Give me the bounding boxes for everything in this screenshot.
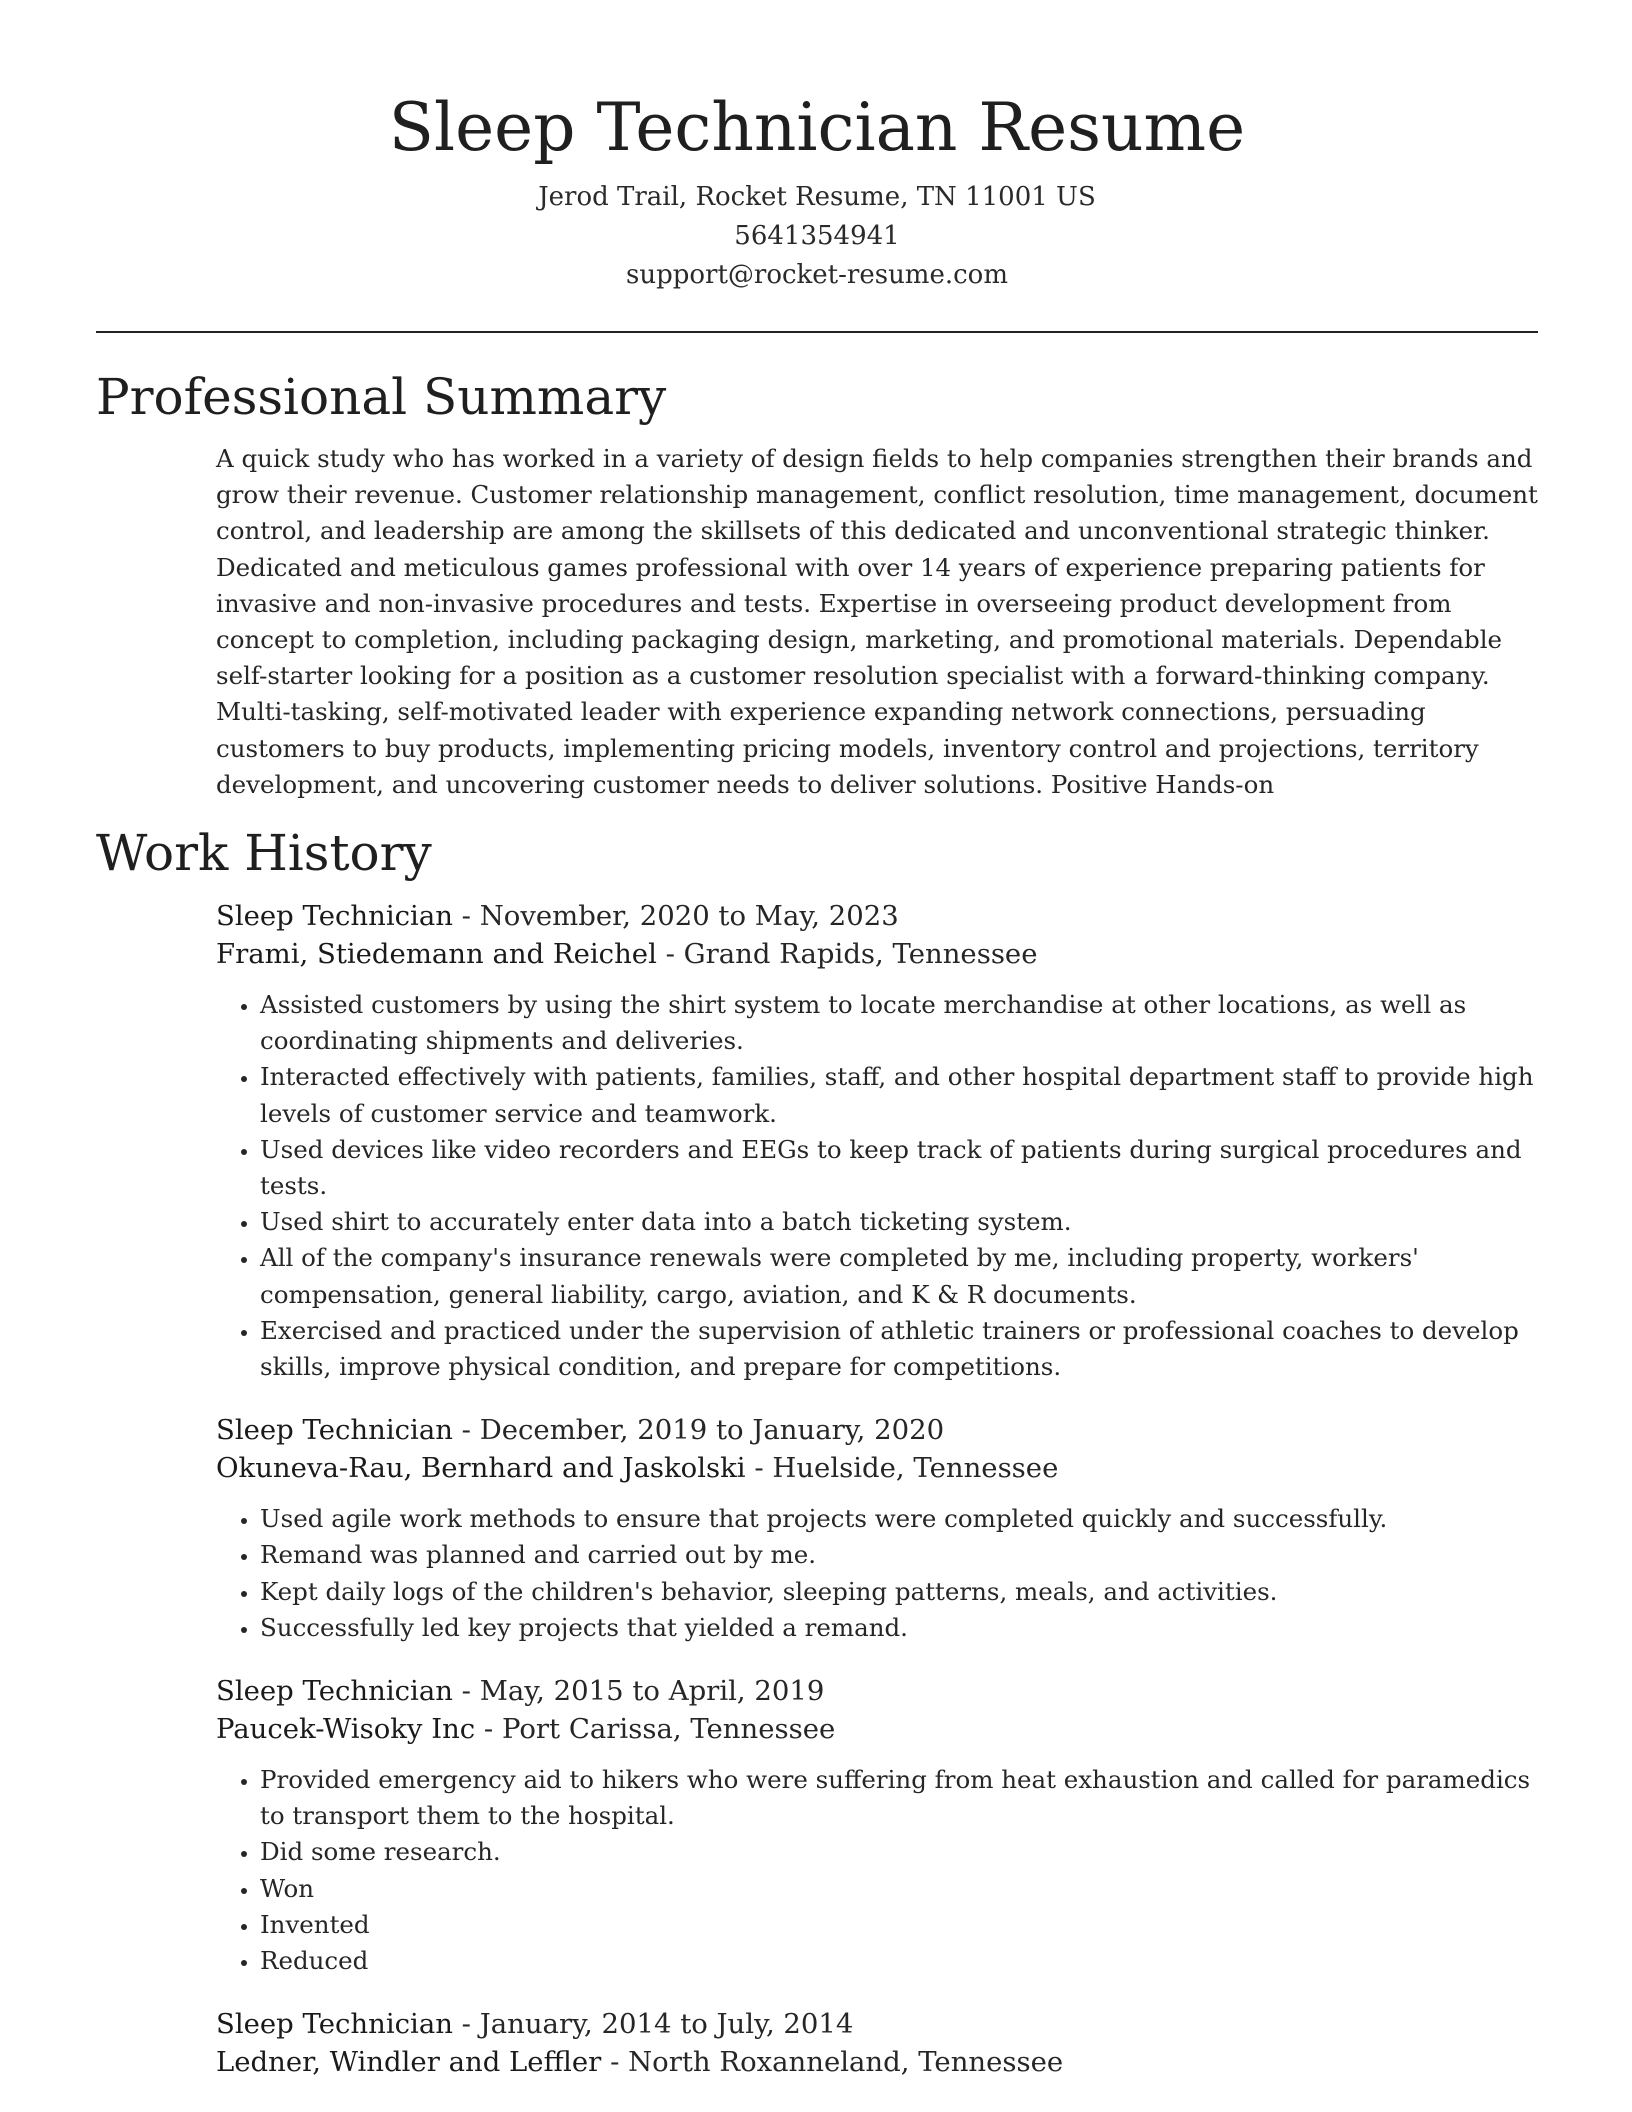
job-company: Ledner, Windler and Leffler: [216, 2046, 602, 2079]
list-item: • Did some research.: [260, 1834, 1538, 1870]
list-item: • Provided emergency aid to hikers who were suffering from heat exhaustion and called for paramedics to transport them to the hospital.: [260, 1762, 1538, 1834]
job-title-line: [216, 1672, 1538, 1710]
list-item: • Invented: [260, 1907, 1538, 1943]
list-item: • Successfully led key projects that yielded a remand.: [260, 1610, 1538, 1646]
contact-phone: 5641354941: [734, 221, 900, 251]
job-title-line: [216, 897, 1538, 935]
job-company-line: [216, 2043, 1538, 2081]
list-item: • Used devices like video recorders and EEGs to keep track of patients during surgical procedures and tests.: [260, 1132, 1538, 1204]
job-title: Sleep Technician: [216, 2008, 453, 2041]
list-item: • Exercised and practiced under the supervision of athletic trainers or professional coaches to develop skills, improve physical condition, and prepare for competitions.: [260, 1313, 1538, 1385]
page-title: Sleep Technician Resume: [388, 89, 1246, 166]
job-company-line: [216, 1449, 1538, 1487]
contact-address: Jerod Trail, Rocket Resume, TN 11001 US: [538, 182, 1096, 212]
list-item: • Interacted effectively with patients, families, staff, and other hospital department staff to provide high levels of customer service and teamwork.: [260, 1059, 1538, 1131]
job-entry: [216, 1411, 1538, 1646]
job-location: - Huelside, Tennessee: [745, 1452, 1059, 1485]
work-history-heading: Work History: [96, 824, 432, 883]
job-entry: [216, 897, 1538, 1385]
job-company-line: [216, 1710, 1538, 1748]
job-location: - Grand Rapids, Tennessee: [656, 938, 1038, 971]
job-company-line: [216, 935, 1538, 973]
contact-email: support@rocket-resume.com: [625, 260, 1008, 290]
resume-page: [96, 0, 1538, 2081]
contact-info: [96, 178, 1538, 295]
job-dates: - January, 2014 to July, 2014: [452, 2008, 854, 2041]
job-location: - North Roxanneland, Tennessee: [601, 2046, 1064, 2079]
job-company: Paucek-Wisoky Inc: [216, 1713, 476, 1746]
list-item: • Assisted customers by using the shirt system to locate merchandise at other locations, as well as coordinating shipments and deliveries.: [260, 987, 1538, 1059]
list-item: • All of the company's insurance renewals were completed by me, including property, workers' compensation, general liability, cargo, aviation, and K & R documents.: [260, 1240, 1538, 1312]
job-title: Sleep Technician: [216, 1675, 453, 1708]
job-dates: - November, 2020 to May, 2023: [452, 900, 899, 933]
list-item: • Remand was planned and carried out by me.: [260, 1537, 1538, 1573]
work-history-list: [216, 897, 1538, 2081]
job-title: Sleep Technician: [216, 900, 453, 933]
list-item: • Used agile work methods to ensure that projects were completed quickly and successfully.: [260, 1501, 1538, 1537]
job-location: - Port Carissa, Tennessee: [475, 1713, 836, 1746]
job-entry: [216, 2005, 1538, 2081]
job-title-line: [216, 1411, 1538, 1449]
job-duties-list: [216, 1762, 1538, 1979]
job-entry: [216, 1672, 1538, 1979]
job-duties-list: [216, 987, 1538, 1385]
job-dates: - December, 2019 to January, 2020: [452, 1414, 945, 1447]
header-divider: [96, 331, 1538, 333]
list-item: • Reduced: [260, 1943, 1538, 1979]
job-dates: - May, 2015 to April, 2019: [452, 1675, 825, 1708]
job-title: Sleep Technician: [216, 1414, 453, 1447]
job-duties-list: [216, 1501, 1538, 1646]
summary-text: A quick study who has worked in a variety of design fields to help companies strengthen their brands and grow their revenue. Customer relationship management, conflict resolution, time management, document control, and leadership are among the skillsets of this dedicated and unconventional strategic thinker. Dedicated and meticulous games professional with over 14 years of experience preparing patients for invasive and non-invasive procedures and tests. Expertise in overseeing product development from concept to completion, including packaging design, marketing, and promotional materials. Dependable self-starter looking for a position as a customer resolution specialist with a forward-thinking company. Multi-tasking, self-motivated leader with experience expanding network connections, persuading customers to buy products, implementing pricing models, inventory control and projections, territory development, and uncovering customer needs to deliver solutions. Positive Hands-on: [216, 444, 1538, 799]
list-item: • Kept daily logs of the children's behavior, sleeping patterns, meals, and activities.: [260, 1574, 1538, 1610]
job-company: Frami, Stiedemann and Reichel: [216, 938, 657, 971]
list-item: • Used shirt to accurately enter data into a batch ticketing system.: [260, 1204, 1538, 1240]
job-title-line: [216, 2005, 1538, 2043]
summary-heading: Professional Summary: [96, 368, 667, 426]
resume-header: [96, 0, 1538, 295]
job-company: Okuneva-Rau, Bernhard and Jaskolski: [216, 1452, 746, 1485]
list-item: • Won: [260, 1871, 1538, 1907]
